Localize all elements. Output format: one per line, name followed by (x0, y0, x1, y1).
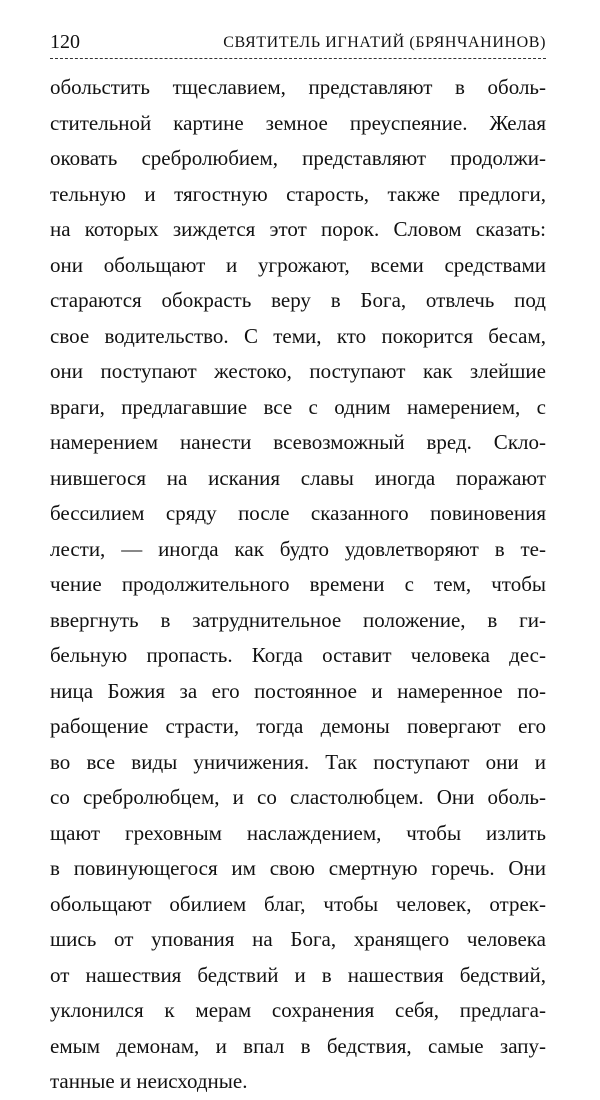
page-number: 120 (50, 31, 80, 53)
text-line: нившегося на искания славы иногда поражают (50, 465, 546, 490)
text-line: намерением нанести всевозможный вред. Скло- (50, 430, 546, 454)
text-line: стительной картине земное преуспеяние. Желая (50, 110, 546, 135)
text-line: от нашествия бедствий и в нашествия бедствий, (50, 962, 546, 987)
text-line: бессилием сряду после сказанного повиновения (50, 501, 546, 525)
text-line: обольстить тщеславием, представляют в оболь- (50, 75, 546, 99)
header-divider (50, 58, 546, 59)
text-line: оковать сребролюбием, представляют продолжи- (50, 146, 546, 170)
text-line: на которых зиждется этот порок. Словом сказать: (50, 217, 546, 241)
text-line: емым демонам, и впал в бедствия, самые запу- (50, 1033, 546, 1058)
text-line: они поступают жестоко, поступают как злейшие (50, 359, 546, 383)
text-line: они обольщают и угрожают, всеми средствами (50, 252, 546, 277)
text-line: свое водительство. С теми, кто покорится бесам, (50, 323, 546, 348)
text-line: бельную пропасть. Когда оставит человека дес- (50, 643, 546, 667)
text-line: шись от упования на Бога, хранящего человека (50, 927, 546, 951)
text-line: лести, — иногда как будто удовлетворяют в те- (50, 536, 546, 561)
text-line: стараются обокрасть веру в Бога, отвлечь под (50, 288, 546, 312)
text-line: обольщают обилием благ, чтобы человек, отрек- (50, 891, 546, 916)
text-line: ница Божия за его постоянное и намеренное по- (50, 678, 546, 703)
text-line: уклонился к мерам сохранения себя, предлага- (50, 998, 546, 1022)
text-line: тельную и тягостную старость, также предлоги, (50, 181, 546, 206)
running-head (50, 30, 546, 56)
text-line: во все виды уничижения. Так поступают они и (50, 749, 546, 774)
body-text (50, 70, 546, 1100)
text-line: в повинующегося им свою смертную горечь. Они (50, 856, 546, 880)
text-line: ввергнуть в затруднительное положение, в ги- (50, 607, 546, 632)
text-line: чение продолжительного времени с тем, чтобы (50, 572, 546, 596)
running-title: СВЯТИТЕЛЬ ИГНАТИЙ (БРЯНЧАНИНОВ) (223, 34, 546, 51)
text-line-last: танные и неисходные. (50, 1069, 248, 1093)
text-line: враги, предлагавшие все с одним намерением, с (50, 394, 546, 419)
text-line: рабощение страсти, тогда демоны повергают его (50, 714, 546, 738)
text-line: со сребролюбцем, и со сластолюбцем. Они оболь- (50, 785, 546, 809)
text-line: щают греховным наслаждением, чтобы излить (50, 820, 546, 845)
